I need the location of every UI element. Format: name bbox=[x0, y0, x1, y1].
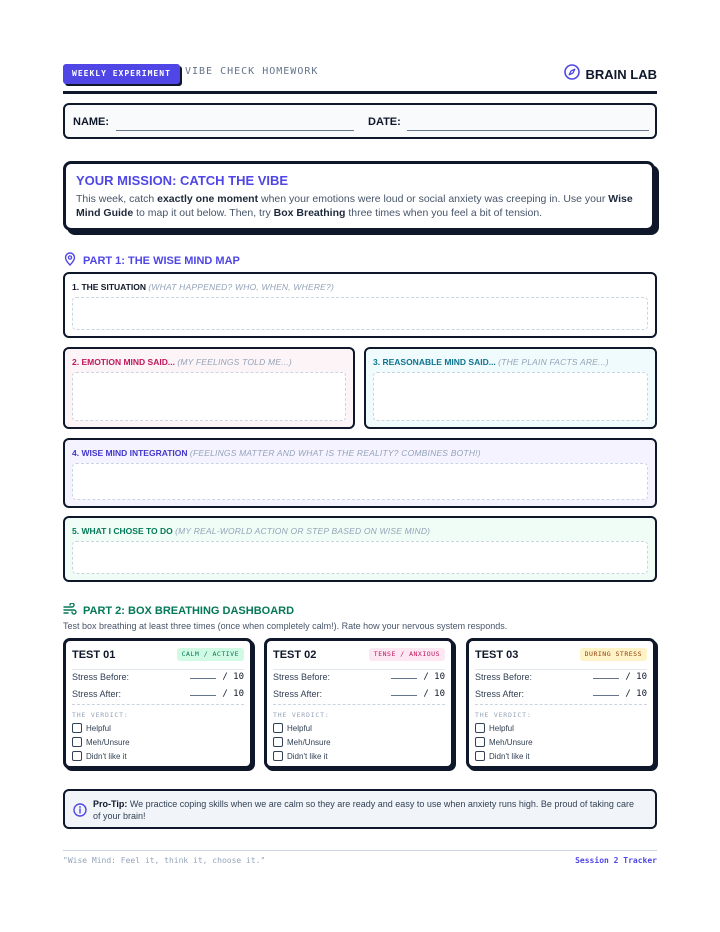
action-label: 5. WHAT I CHOSE TO DO (MY REAL-WORLD ACTION OR STEP BASED ON WISE MIND) bbox=[72, 526, 431, 536]
option-didnt-like[interactable]: Didn't like it bbox=[475, 751, 530, 761]
option-didnt-like[interactable]: Didn't like it bbox=[273, 751, 328, 761]
part2-title: PART 2: BOX BREATHING DASHBOARD bbox=[63, 603, 294, 618]
card-dash-divider bbox=[475, 704, 647, 705]
action-input[interactable] bbox=[72, 541, 648, 574]
brand bbox=[564, 64, 658, 84]
footer-quote: "Wise Mind: Feel it, think it, choose it." bbox=[63, 856, 266, 865]
weekly-experiment-badge: WEEKLY EXPERIMENT bbox=[63, 64, 180, 84]
verdict-label: THE VERDICT: bbox=[273, 711, 330, 719]
compass-icon bbox=[564, 64, 580, 84]
test-tag: TENSE / ANXIOUS bbox=[369, 648, 445, 661]
header bbox=[63, 63, 657, 85]
wise-mind-box bbox=[63, 438, 657, 508]
emotion-mind-label: 2. EMOTION MIND SAID... (MY FEELINGS TOLD ME...) bbox=[72, 357, 292, 367]
test-title: TEST 01 bbox=[72, 649, 116, 661]
checkbox[interactable] bbox=[475, 751, 485, 761]
option-helpful[interactable]: Helpful bbox=[72, 723, 111, 733]
mission-text: This week, catch exactly one moment when your emotions were loud or social anxiety was creeping in. Use your Wise Mind Guide to map it out below. Then, try Box Breathing three times when you feel a bit of tension. bbox=[76, 193, 633, 219]
wise-mind-label: 4. WISE MIND INTEGRATION (FEELINGS MATTER AND WHAT IS THE REALITY? COMBINES BOTH!) bbox=[72, 448, 481, 458]
reasonable-mind-label: 3. REASONABLE MIND SAID... (THE PLAIN FACTS ARE...) bbox=[373, 357, 609, 367]
map-pin-icon bbox=[63, 252, 77, 269]
wise-mind-input[interactable] bbox=[72, 463, 648, 500]
checkbox[interactable] bbox=[475, 723, 485, 733]
name-label: NAME: bbox=[73, 116, 110, 128]
checkbox[interactable] bbox=[475, 737, 485, 747]
test-card-2 bbox=[264, 638, 454, 769]
option-didnt-like[interactable]: Didn't like it bbox=[72, 751, 127, 761]
header-rule bbox=[63, 91, 657, 94]
test-tag: CALM / ACTIVE bbox=[177, 648, 244, 661]
footer-rule bbox=[63, 850, 657, 851]
wind-icon bbox=[63, 603, 77, 618]
stress-after-row: Stress After: / 10 bbox=[72, 689, 244, 699]
footer-session: Session 2 Tracker bbox=[575, 856, 657, 865]
stress-after-input[interactable] bbox=[593, 695, 619, 696]
option-helpful[interactable]: Helpful bbox=[475, 723, 514, 733]
stress-before-input[interactable] bbox=[593, 678, 619, 679]
date-label: DATE: bbox=[368, 116, 401, 128]
part1-title: PART 1: THE WISE MIND MAP bbox=[63, 252, 240, 269]
verdict-label: THE VERDICT: bbox=[72, 711, 129, 719]
stress-before-input[interactable] bbox=[391, 678, 417, 679]
card-dash-divider bbox=[273, 704, 445, 705]
test-card-1 bbox=[63, 638, 253, 769]
stress-before-row: Stress Before: / 10 bbox=[475, 672, 647, 682]
mission-title: YOUR MISSION: CATCH THE VIBE bbox=[76, 173, 289, 188]
checkbox[interactable] bbox=[72, 737, 82, 747]
mission-box bbox=[63, 161, 655, 231]
checkbox[interactable] bbox=[273, 723, 283, 733]
stress-after-row: Stress After: / 10 bbox=[475, 689, 647, 699]
brand-name: BRAIN LAB bbox=[585, 66, 657, 82]
part2-subtitle: Test box breathing at least three times (once when completely calm!). Rate how your nervous system responds. bbox=[63, 621, 508, 631]
situation-label: 1. THE SITUATION (WHAT HAPPENED? WHO, WHEN, WHERE?) bbox=[72, 282, 334, 292]
stress-after-input[interactable] bbox=[190, 695, 216, 696]
pro-tip-box bbox=[63, 789, 657, 829]
name-field[interactable] bbox=[116, 130, 354, 131]
option-helpful[interactable]: Helpful bbox=[273, 723, 312, 733]
emotion-mind-box bbox=[63, 347, 355, 429]
checkbox[interactable] bbox=[273, 737, 283, 747]
situation-input[interactable] bbox=[72, 297, 648, 330]
name-date-box bbox=[63, 103, 657, 139]
stress-after-input[interactable] bbox=[391, 695, 417, 696]
reasonable-mind-input[interactable] bbox=[373, 372, 648, 421]
reasonable-mind-box bbox=[364, 347, 657, 429]
info-icon bbox=[73, 802, 87, 821]
stress-before-input[interactable] bbox=[190, 678, 216, 679]
stress-before-row: Stress Before: / 10 bbox=[72, 672, 244, 682]
option-meh-unsure[interactable]: Meh/Unsure bbox=[273, 737, 331, 747]
stress-before-row: Stress Before: / 10 bbox=[273, 672, 445, 682]
action-box bbox=[63, 516, 657, 582]
test-title: TEST 03 bbox=[475, 649, 519, 661]
verdict-label: THE VERDICT: bbox=[475, 711, 532, 719]
emotion-mind-input[interactable] bbox=[72, 372, 346, 421]
card-divider bbox=[273, 669, 445, 670]
pro-tip-text: Pro-Tip: We practice coping skills when we are calm so they are ready and easy to use when anxiety runs high. Be proud of taking care of your brain! bbox=[93, 799, 634, 821]
stress-after-row: Stress After: / 10 bbox=[273, 689, 445, 699]
checkbox[interactable] bbox=[273, 751, 283, 761]
date-field[interactable] bbox=[407, 130, 649, 131]
worksheet-subtitle: VIBE CHECK HOMEWORK bbox=[185, 66, 319, 77]
card-divider bbox=[475, 669, 647, 670]
option-meh-unsure[interactable]: Meh/Unsure bbox=[72, 737, 130, 747]
checkbox[interactable] bbox=[72, 723, 82, 733]
card-divider bbox=[72, 669, 244, 670]
test-title: TEST 02 bbox=[273, 649, 317, 661]
test-tag: DURING STRESS bbox=[580, 648, 647, 661]
worksheet-page bbox=[63, 0, 657, 932]
card-dash-divider bbox=[72, 704, 244, 705]
checkbox[interactable] bbox=[72, 751, 82, 761]
test-card-3 bbox=[466, 638, 656, 769]
situation-box bbox=[63, 272, 657, 338]
option-meh-unsure[interactable]: Meh/Unsure bbox=[475, 737, 533, 747]
